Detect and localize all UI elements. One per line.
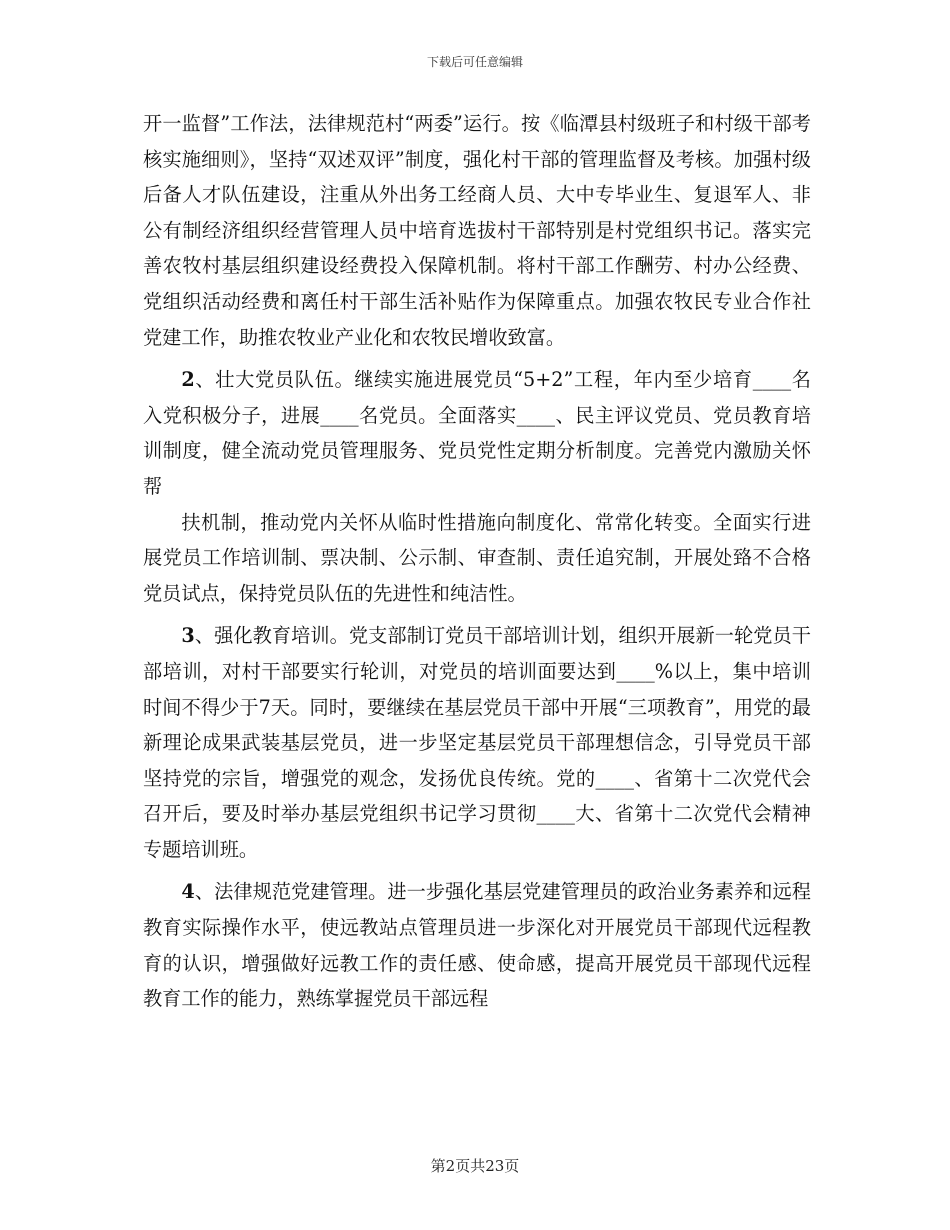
- paragraph-text: 扶机制，推动党内关怀从临时性措施向制度化、常常化转变。全面实行进展党员工作培训制、票决制、公示制、审查制、责任追究制，开展处臵不合格党员试点，保持党员队伍的先进性和纯洁性。: [143, 510, 811, 605]
- paragraph-number: 3: [181, 624, 195, 648]
- paragraph-text: 开一监督”工作法，法律规范村“两委”运行。按《临潭县村级班子和村级干部考核实施细则》，坚持“双述双评”制度，强化村干部的管理监督及考核。加强村级后备人才队伍建设，注重从外出务工经商人员、大中专毕业生、复退军人、非公有制经济组织经营管理人员中培育选拔村干部特别是村党组织书记。落实完善农牧村基层组织建设经费投入保障机制。将村干部工作酬劳、村办公经费、党组织活动经费和离任村干部生活补贴作为保障重点。加强农牧民专业合作社党建工作，助推农牧业产业化和农牧民增收致富。: [143, 112, 811, 349]
- paragraph-text: 、壮大党员队伍。继续实施进展党员“5+2”工程，年内至少培育____名入党积极分子，进展____名党员。全面落实____、民主评议党员、党员教育培训制度，健全流动党员管理服务、党员党性定期分析制度。完善党内激励关怀帮: [143, 368, 811, 498]
- paragraph-text: 、强化教育培训。党支部制订党员干部培训计划，组织开展新一轮党员干部培训，对村干部要实行轮训，对党员的培训面要达到____%以上，集中培训时间不得少于7天。同时，要继续在基层党员干部中开展“三项教育”，用党的最新理论成果武装基层党员，进一步坚定基层党员干部理想信念，引导党员干部坚持党的宗旨，增强党的观念，发扬优良传统。党的____、省第十二次党代会召开后，要及时举办基层党组织书记学习贯彻____大、省第十二次党代会精神专题培训班。: [143, 624, 811, 861]
- document-body: [143, 106, 811, 1017]
- paragraph-2: [143, 362, 811, 504]
- paragraph-text: 、法律规范党建管理。进一步强化基层党建管理员的政治业务素养和远程教育实际操作水平，使远教站点管理员进一步深化对开展党员干部现代远程教育的认识，增强做好远教工作的责任感、使命感，提高开展党员干部现代远程教育工作的能力，熟练掌握党员干部远程: [143, 880, 811, 1011]
- paragraph-number: 2: [181, 368, 195, 392]
- page-header: 下载后可任意编辑: [426, 55, 523, 69]
- paragraph-3: [143, 505, 811, 612]
- paragraph-5: [143, 874, 811, 1016]
- page-footer: 第2页共23页: [430, 1157, 520, 1175]
- paragraph-number: 4: [181, 880, 195, 904]
- paragraph-1: [143, 106, 811, 355]
- paragraph-4: [143, 618, 811, 867]
